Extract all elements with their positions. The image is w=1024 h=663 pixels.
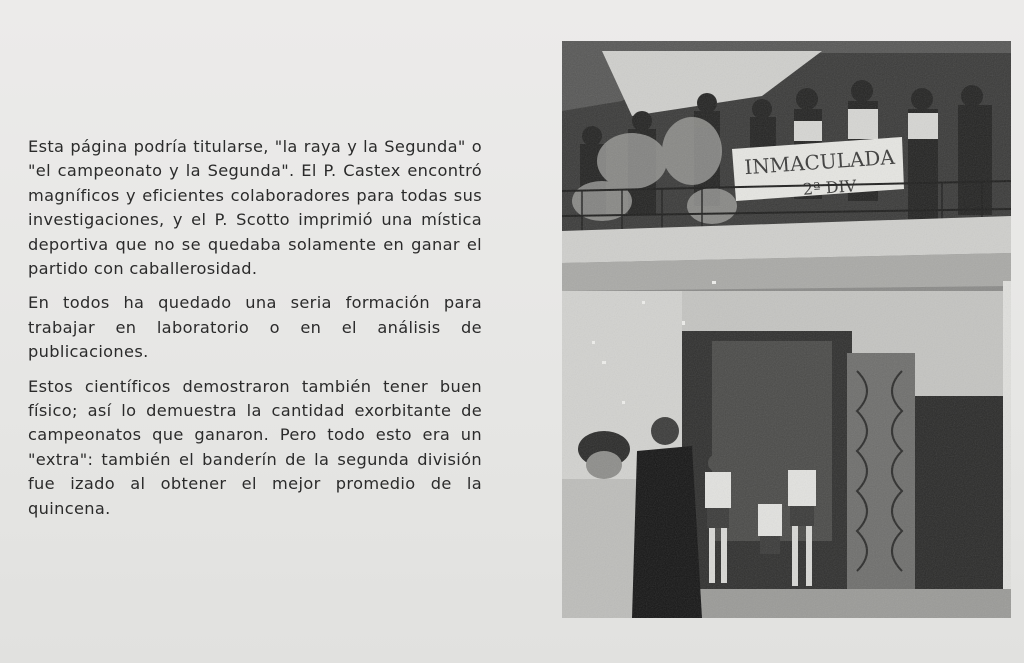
- paragraph-3: Estos científicos demostraron también tener buen físico; así lo demuestra la cantidad exorbitante de campeonatos que ganaron. Pero todo esto era un "extra": también el banderín de la segunda división fue izado al obtener el mejor promedio de la quincena.: [28, 376, 482, 518]
- paragraph-1: Esta página podría titularse, "la raya y la Segunda" o "el campeonato y la Segunda". El P. Castex encontró magníficos y eficientes colaboradores para todas sus investigaciones, y el P. Scotto imprimió una mística deportiva que no se quedaba solamente en ganar el partido con caballerosidad.: [28, 137, 482, 279]
- photograph-balcony-crowd: [562, 41, 1011, 618]
- paragraph-2: En todos ha quedado una seria formación para trabajar en laboratorio o en el análisis de publicaciones.: [28, 293, 482, 362]
- body-text: [28, 135, 482, 531]
